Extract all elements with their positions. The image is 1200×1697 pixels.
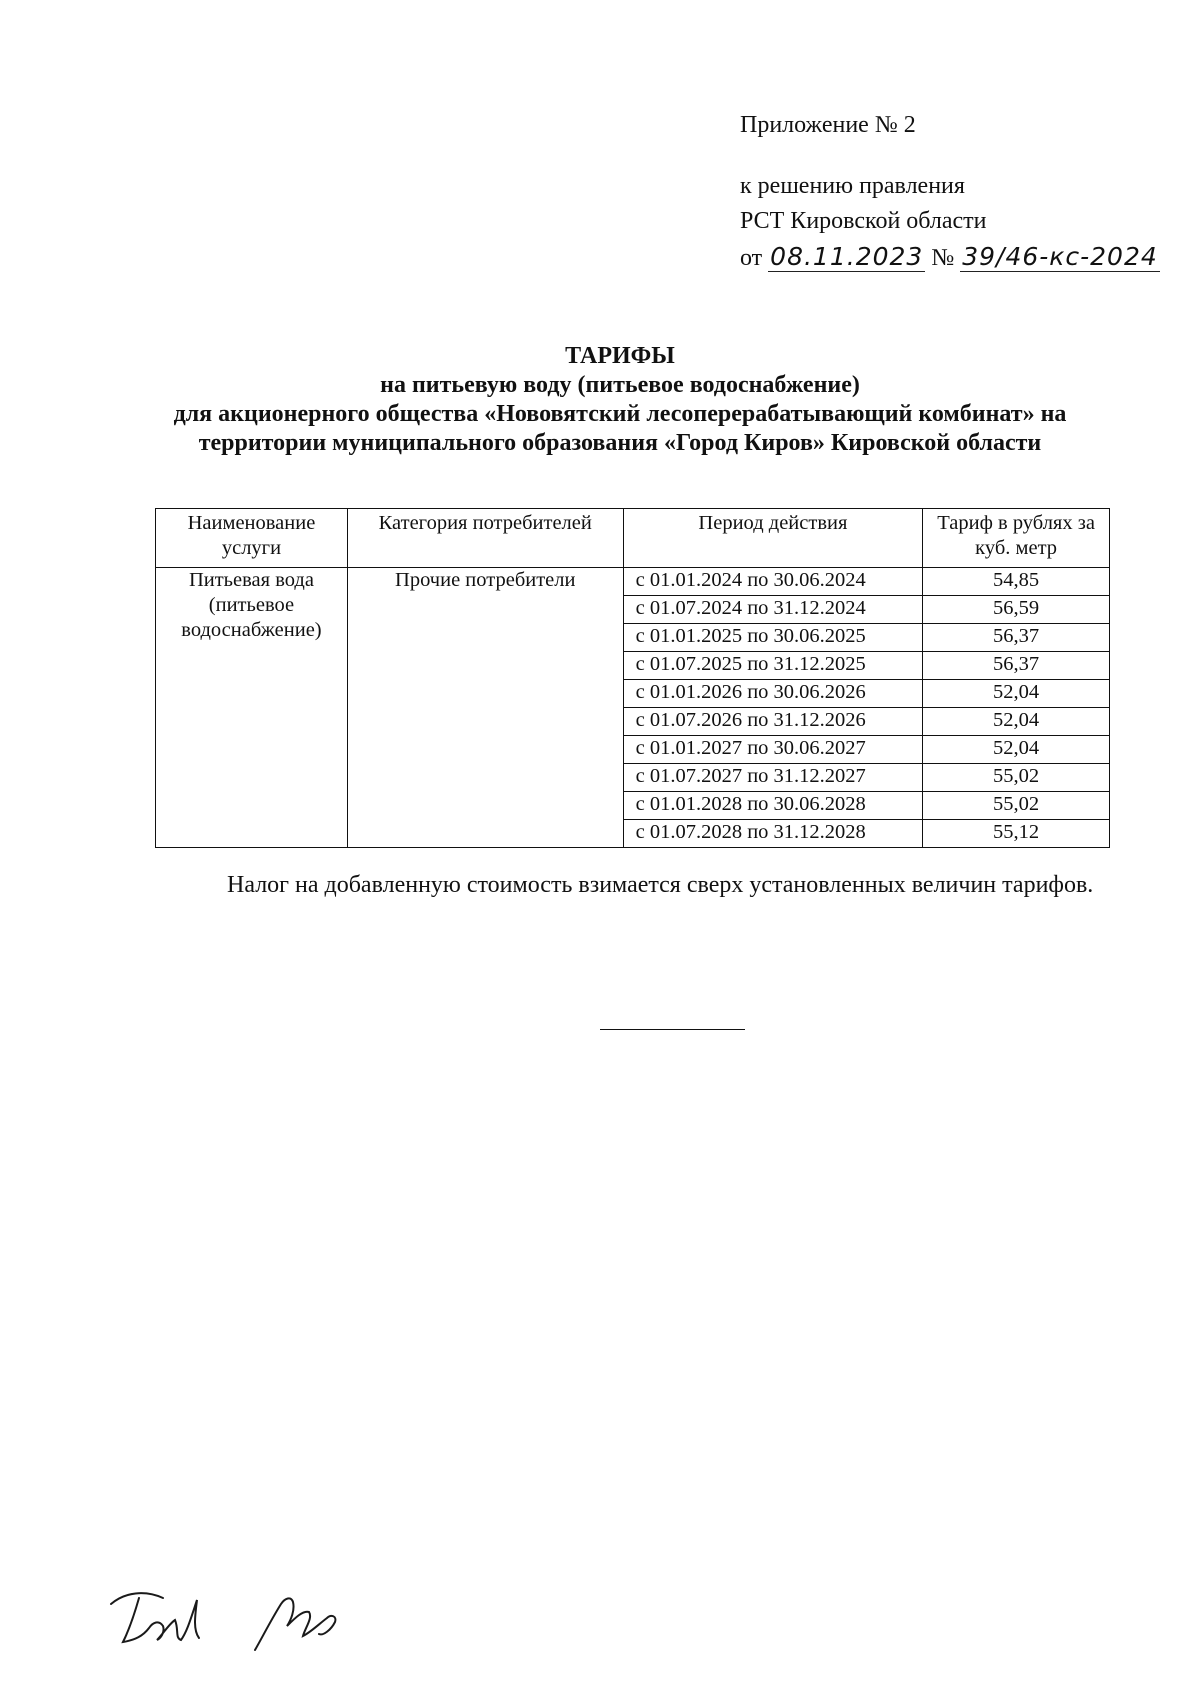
period-cell: с 01.07.2026 по 31.12.2026	[623, 708, 923, 736]
header-period: Период действия	[623, 509, 923, 568]
date-prefix: от	[740, 245, 763, 271]
closing-rule	[600, 1029, 745, 1030]
period-cell: с 01.01.2028 по 30.06.2028	[623, 792, 923, 820]
tariff-cell: 56,37	[923, 652, 1110, 680]
heading-organization: для акционерного общества «Нововятский лесоперерабатывающий комбинат» на территории муниципального образования «Город Киров» Кировской области	[173, 401, 1067, 456]
tariff-cell: 56,37	[923, 624, 1110, 652]
tariff-cell: 52,04	[923, 708, 1110, 736]
header-category: Категория потребителей	[347, 509, 623, 568]
header-service: Наименование услуги	[156, 509, 348, 568]
table-header-row	[156, 509, 1110, 568]
period-cell: с 01.07.2027 по 31.12.2027	[623, 764, 923, 792]
period-cell: с 01.01.2026 по 30.06.2026	[623, 680, 923, 708]
period-cell: с 01.07.2028 по 31.12.2028	[623, 820, 923, 848]
period-cell: с 01.01.2025 по 30.06.2025	[623, 624, 923, 652]
period-cell: с 01.01.2024 по 30.06.2024	[623, 568, 923, 596]
header-tariff: Тариф в рублях за куб. метр	[923, 509, 1110, 568]
heading-title: ТАРИФЫ	[565, 343, 675, 369]
tariff-cell: 55,02	[923, 764, 1110, 792]
category-cell: Прочие потребители	[347, 568, 623, 848]
number-prefix: №	[931, 245, 955, 271]
appendix-title: Приложение № 2	[740, 112, 916, 138]
vat-note: Налог на добавленную стоимость взимается сверх установленных величин тарифов.	[227, 872, 1094, 898]
appendix-block	[740, 108, 1160, 276]
handwritten-number: 39/46-кс-2024	[962, 242, 1158, 271]
tariff-table	[155, 508, 1110, 848]
tariff-cell: 52,04	[923, 680, 1110, 708]
appendix-date-number	[740, 239, 1160, 276]
document-heading	[150, 342, 1090, 458]
tariff-cell: 54,85	[923, 568, 1110, 596]
period-cell: с 01.07.2025 по 31.12.2025	[623, 652, 923, 680]
tariff-cell: 55,12	[923, 820, 1110, 848]
period-cell: с 01.07.2024 по 31.12.2024	[623, 596, 923, 624]
handwritten-initials	[105, 1580, 375, 1655]
appendix-line-decision: к решению правления	[740, 173, 965, 199]
handwritten-date: 08.11.2023	[770, 242, 924, 271]
tariff-cell: 55,02	[923, 792, 1110, 820]
tariff-cell: 56,59	[923, 596, 1110, 624]
period-cell: с 01.01.2027 по 30.06.2027	[623, 736, 923, 764]
heading-subtitle: на питьевую воду (питьевое водоснабжение)	[380, 372, 860, 398]
service-cell: Питьевая вода (питьевое водоснабжение)	[156, 568, 348, 848]
tariff-cell: 52,04	[923, 736, 1110, 764]
appendix-line-authority: РСТ Кировской области	[740, 208, 987, 234]
table-row	[156, 568, 1110, 596]
